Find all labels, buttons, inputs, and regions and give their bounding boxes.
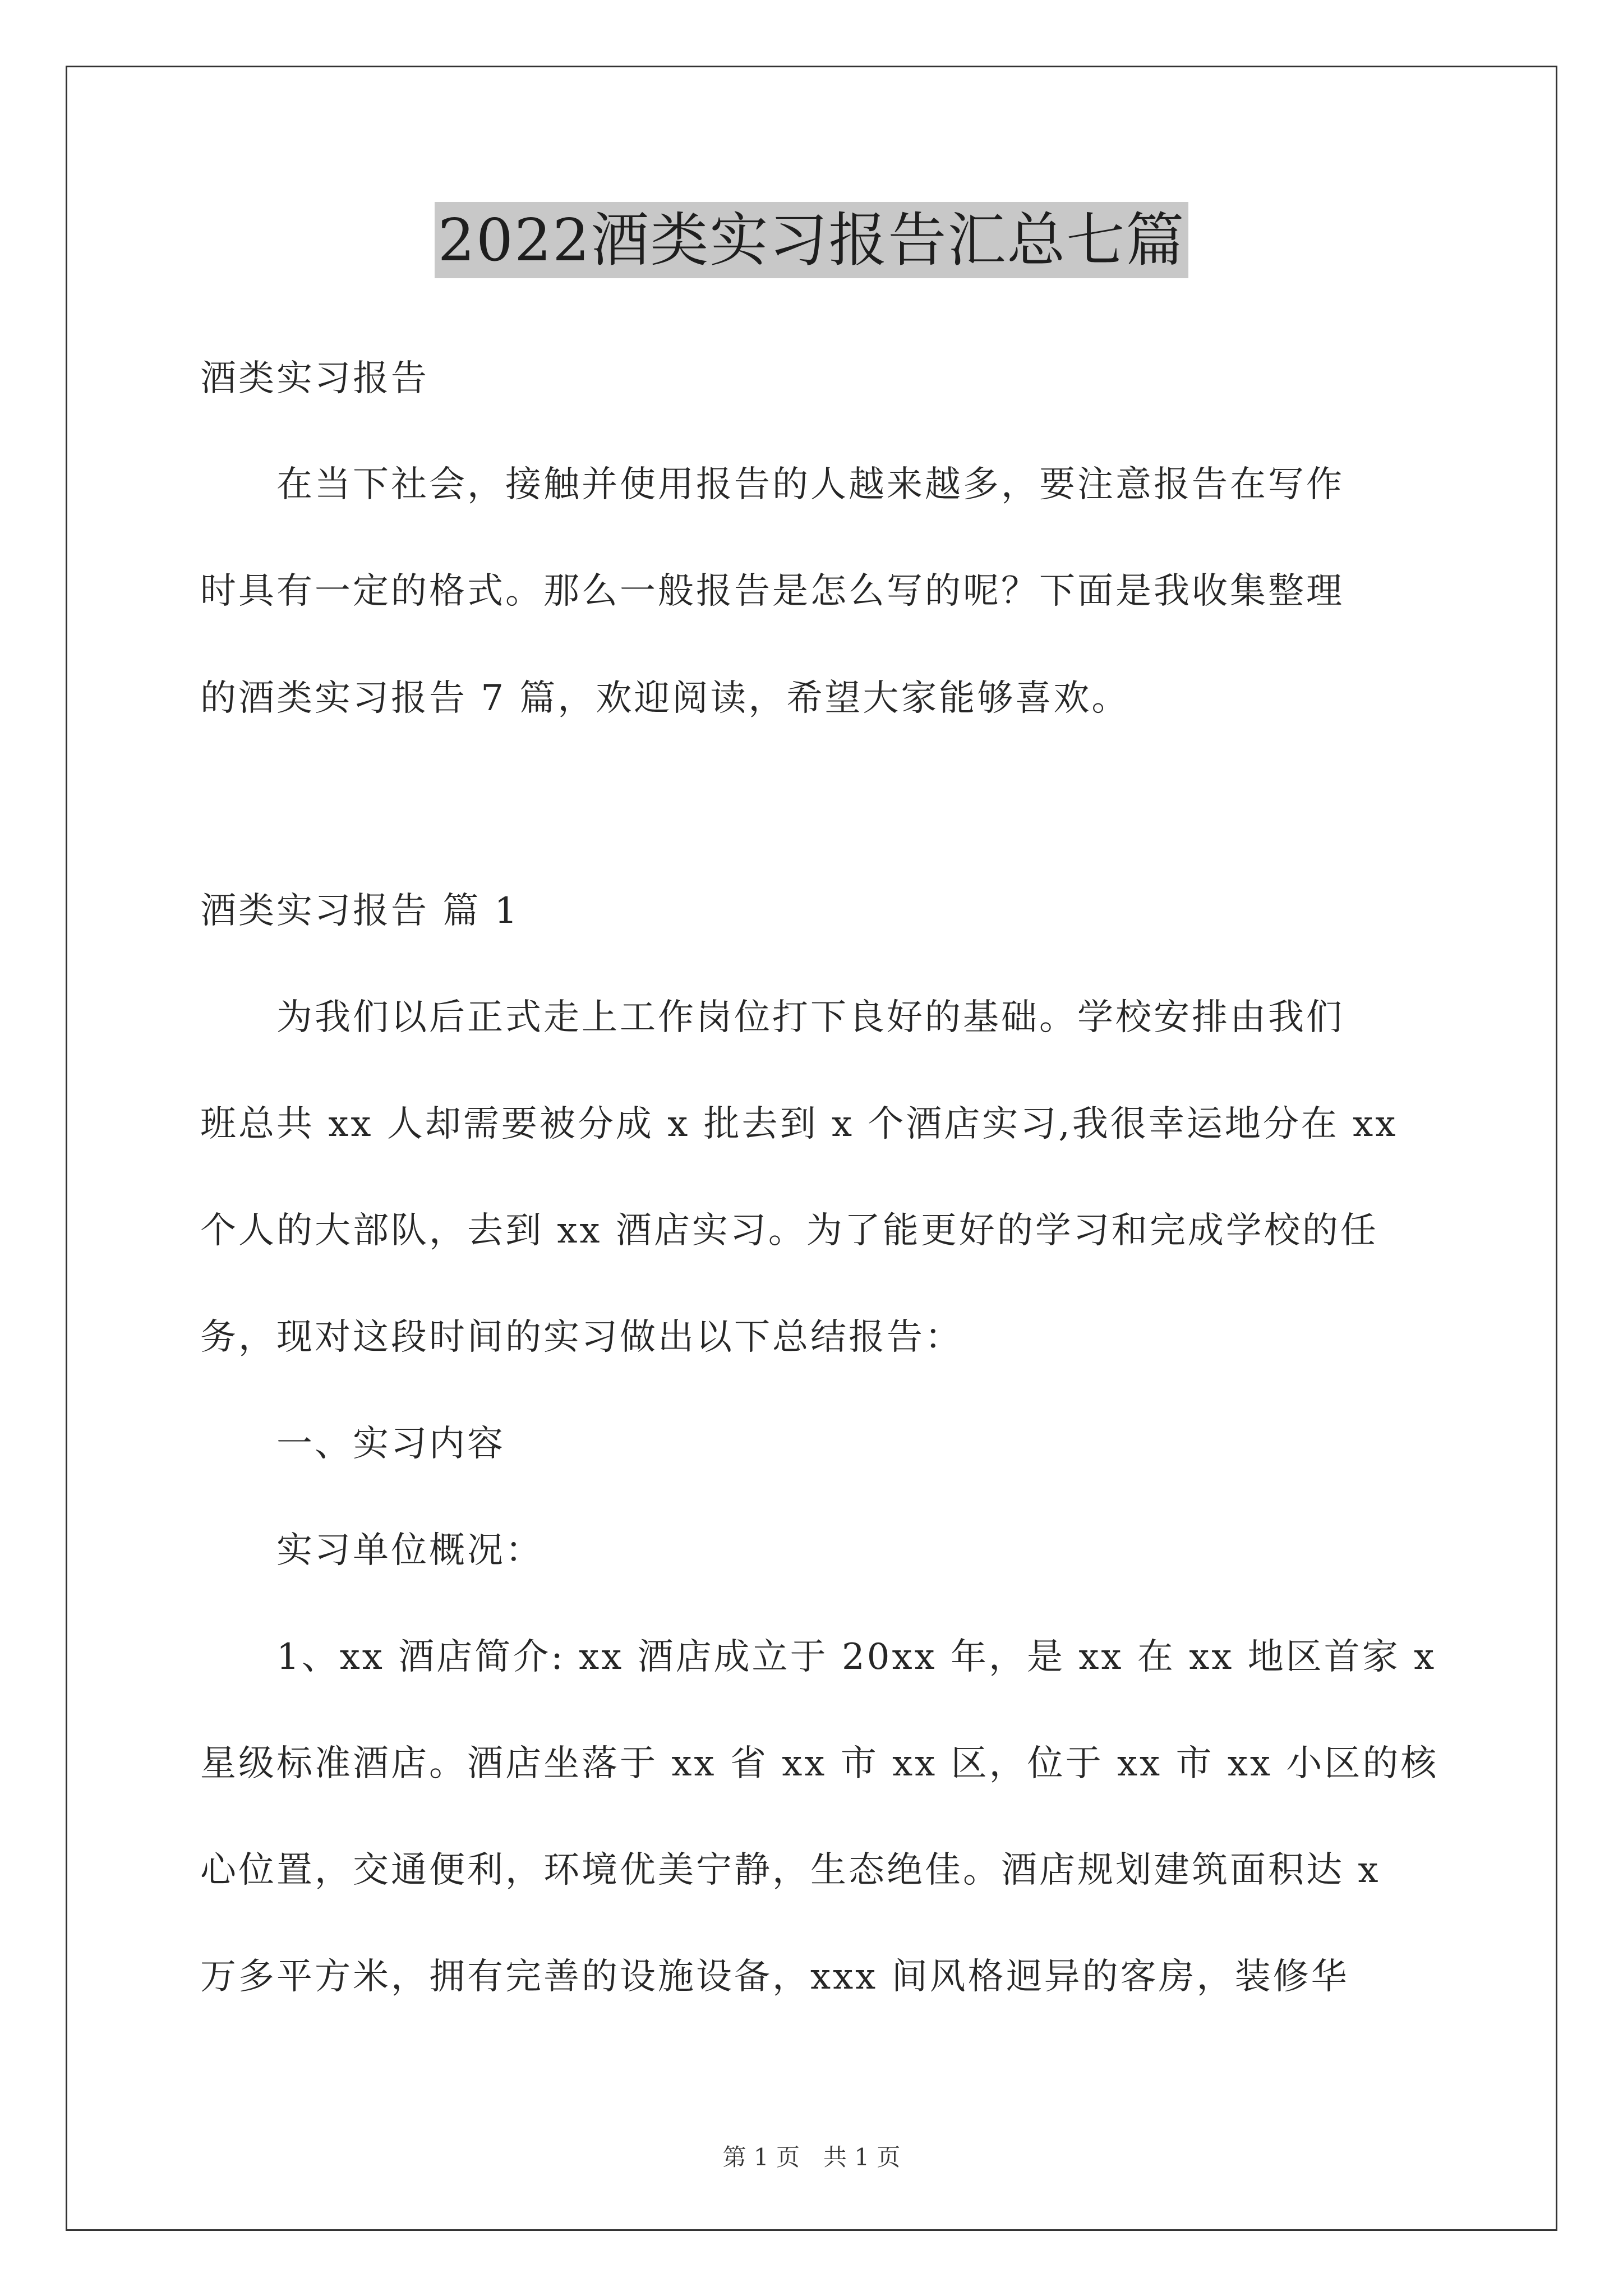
section-line-2: 班总共 xx 人却需要被分成 x 批去到 x 个酒店实习,我很幸运地分在 xx	[200, 1103, 1398, 1145]
section-line-8: 星级标准酒店。酒店坐落于 xx 省 xx 市 xx 区，位于 xx 市 xx 小区的核	[200, 1743, 1439, 1784]
section-line-4: 务，现对这段时间的实习做出以下总结报告：	[200, 1317, 963, 1358]
subheading-unit-overview: 实习单位概况：	[200, 1530, 543, 1571]
intro-line-2: 时具有一定的格式。那么一般报告是怎么写的呢？下面是我收集整理	[200, 570, 1344, 612]
section-line-10: 万多平方米，拥有完善的设施设备，xxx 间风格迥异的客房，装修华	[200, 1956, 1349, 1998]
section-line-1: 为我们以后正式走上工作岗位打下良好的基础。学校安排由我们	[200, 997, 1344, 1038]
intro-line-3: 的酒类实习报告 7 篇，欢迎阅读，希望大家能够喜欢。	[200, 678, 1130, 719]
intro-heading: 酒类实习报告	[200, 358, 429, 399]
section-line-7: 1、xx 酒店简介: xx 酒店成立于 20xx 年，是 xx 在 xx 地区首家 x	[200, 1636, 1437, 1678]
page-footer: 第 1 页 共 1 页	[722, 2143, 901, 2171]
section-heading: 酒类实习报告 篇 1	[200, 890, 520, 932]
section-line-3: 个人的大部队，去到 xx 酒店实习。为了能更好的学习和完成学校的任	[200, 1210, 1378, 1251]
subheading-content: 一、实习内容	[200, 1423, 505, 1465]
title-container	[0, 202, 1623, 278]
document-title: 2022酒类实习报告汇总七篇	[435, 202, 1189, 278]
intro-line-1: 在当下社会，接触并使用报告的人越来越多，要注意报告在写作	[200, 464, 1344, 505]
section-line-9: 心位置，交通便利，环境优美宁静，生态绝佳。酒店规划建筑面积达 x	[200, 1849, 1381, 1891]
